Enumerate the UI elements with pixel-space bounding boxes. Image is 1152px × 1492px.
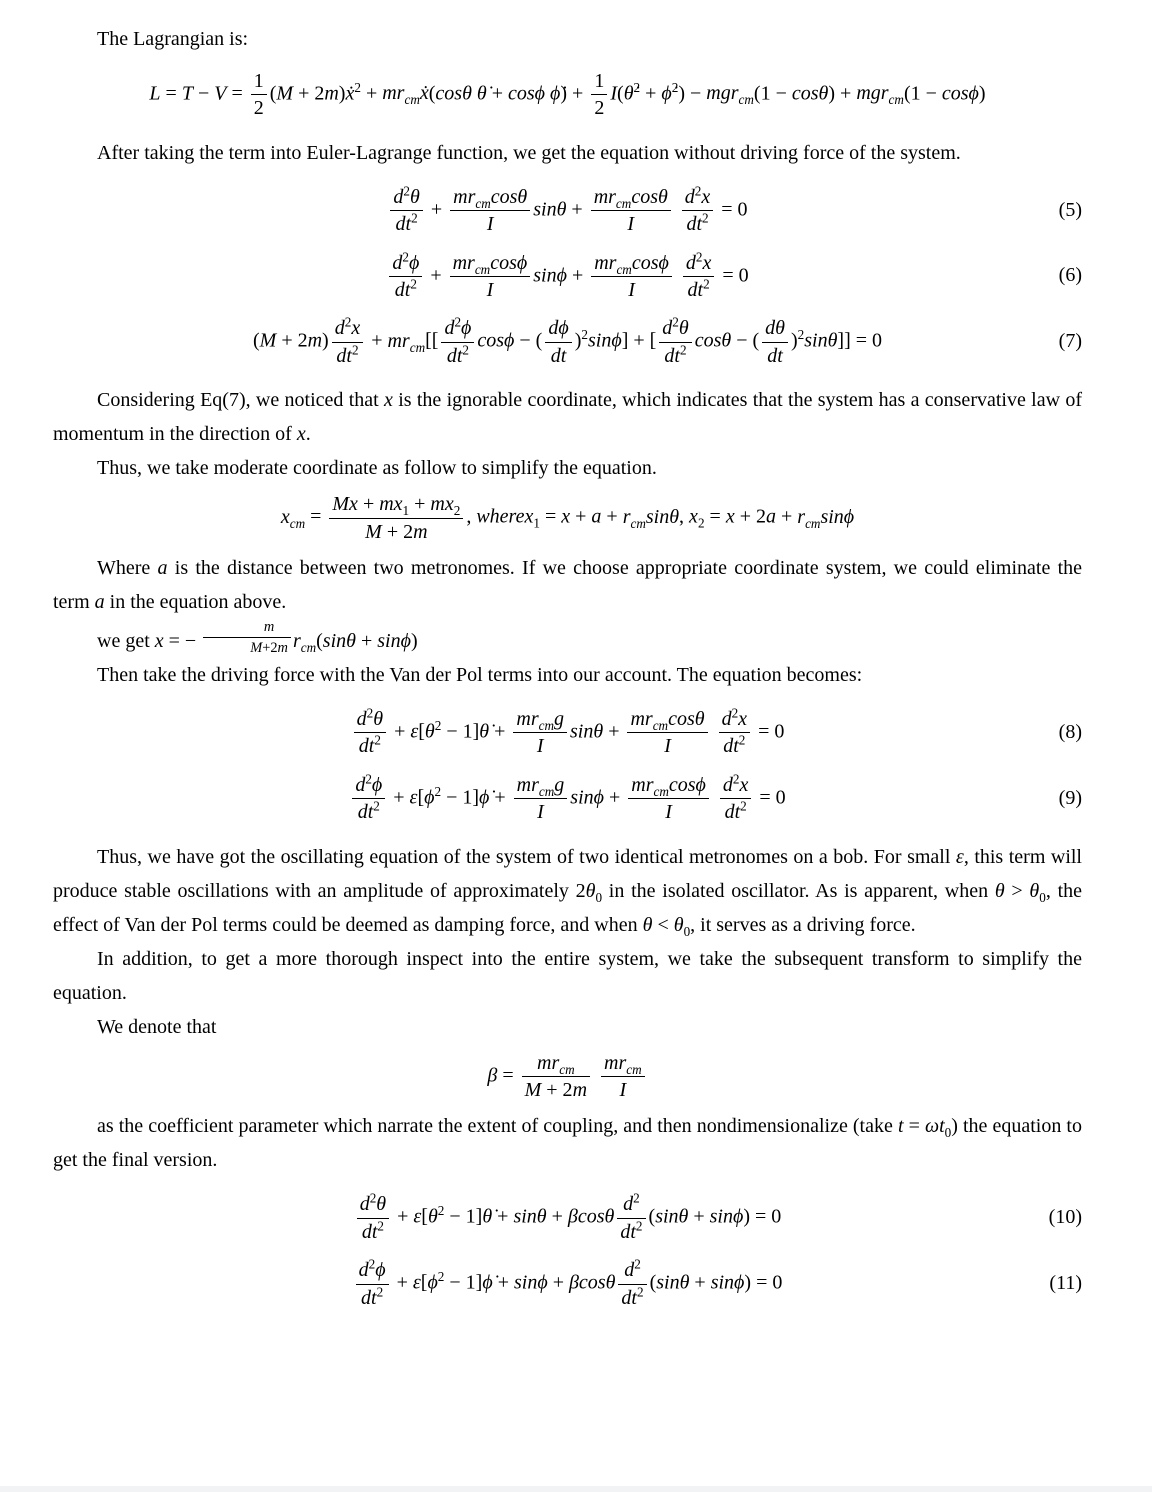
paragraph-we-get-x: we get x = − $\frac{m}{M+2m}$ $r_{cm}(\sin\theta + \sin\phi)$ [97, 618, 418, 657]
equation-9-number: (9) [1058, 786, 1082, 809]
equation-11-number: (11) [1049, 1272, 1082, 1295]
equation-10-number: (10) [1048, 1206, 1082, 1229]
equation-xcm-body: $x_{cm}$ = $\frac{Mx + mx_1 + mx_2}{M + 2m}$ , wherex$_1$ = $x + a + r_{cm}\sin\theta$, $x_2 = x + 2a + r_{cm}\sin\phi$ [280, 493, 855, 543]
equation-10-body: $\frac{d^2\theta}{dt^2}$ + $\varepsilon[\theta^2$ − 1]θ̇ + sinθ + βcosθ $\frac{d^2}{dt^2}$ (sinθ + sinϕ) = 0 [354, 1193, 782, 1243]
paragraph-lagrangian-intro: The Lagrangian is: [97, 28, 249, 50]
equation-9-body: $\frac{d^2\phi}{dt^2}$ + $\varepsilon[\phi^2$ − 1]ϕ̇ + $\frac{mr_{cm}g}{I}$ sinϕ + $\frac{mr_{cm}\cos\phi}{I}$ $\frac{d^2x}{dt^2}$ = 0 [349, 774, 785, 824]
equation-beta [53, 1052, 1082, 1102]
equation-lagrangian-body: L = T − V = $\frac{1}{2}$ (M + 2m)ẋ$^2$ + $mr_{cm}ẋ(\cos\theta$ θ̇ + cosϕ ϕ̇) + $\frac{1}{2}$ I(θ̇$^2$ + ϕ̇$^2$) − mgr$_{cm}$(1 − cosθ) + mgr$_{cm}$(1 − cosϕ) [149, 70, 986, 120]
equation-8-number: (8) [1058, 721, 1082, 744]
page-bottom-edge [0, 1486, 1152, 1492]
equation-lagrangian [53, 70, 1082, 120]
equation-6-body: $\frac{d^2\phi}{dt^2}$ + $\frac{mr_{cm}\cos\phi}{I}$ sinϕ + $\frac{mr_{cm}\cos\phi}{I}$ $\frac{d^2x}{dt^2}$ = 0 [386, 252, 748, 302]
equation-8-body: $\frac{d^2\theta}{dt^2}$ + $\varepsilon[\theta^2$ − 1]θ̇ + $\frac{mr_{cm}g}{I}$ sinθ + $\frac{mr_{cm}\cos\theta}{I}$ $\frac{d^2x}{dt^2}$ = 0 [351, 708, 785, 758]
paragraph-in-addition: In addition, to get a more thorough inspect into the entire system, we take the subsequent transform to simplify the equation. [53, 947, 1082, 1004]
equation-6-number: (6) [1058, 264, 1082, 287]
equation-5-body: $\frac{d^2\theta}{dt^2}$ + $\frac{mr_{cm}\cos\theta}{I}$ sinθ + $\frac{mr_{cm}\cos\theta}{I}$ $\frac{d^2x}{dt^2}$ = 0 [387, 186, 747, 236]
equation-11 [53, 1256, 1082, 1309]
equation-8 [53, 705, 1082, 758]
paragraph-after-euler: After taking the term into Euler-Lagrange function, we get the equation without driving force of the system. [97, 141, 961, 164]
paragraph-where-a: Where a is the distance between two metronomes. If we choose appropriate coordinate system, we could eliminate the term a in the equation above. [53, 556, 1083, 613]
paragraph-coefficient-parameter: as the coefficient parameter which narrate the extent of coupling, and then nondimensionalize (take $t = \omega t_0$) the equation to get the final version. [53, 1115, 1082, 1172]
paragraph-thus-oscillating: Thus, we have got the oscillating equation of the system of two identical metronomes on a bob. For small ε, this term will produce stable oscillations with an amplitude of approximately $2\theta_0$ in the isolated oscillator. As is apparent, when $\theta > \theta_0$, the effect of Van der Pol terms could be deemed as damping force, and when $\theta < \theta_0$, it serves as a driving force. [53, 845, 1082, 939]
equation-beta-body: β = $\frac{mr_{cm}}{M + 2m}$ $\frac{mr_{cm}}{I}$ [487, 1052, 647, 1102]
equation-7 [53, 314, 1082, 367]
equation-11-body: $\frac{d^2\phi}{dt^2}$ + $\varepsilon[\phi^2$ − 1]ϕ̇ + sinϕ + βcosθ $\frac{d^2}{dt^2}$ (sinθ + sinϕ) = 0 [353, 1259, 783, 1309]
equation-6 [53, 248, 1082, 302]
equation-5 [53, 183, 1082, 236]
equation-xcm [53, 493, 1082, 543]
equation-7-number: (7) [1058, 330, 1082, 353]
equation-5-number: (5) [1058, 198, 1082, 221]
paragraph-moderate-coordinate: Thus, we take moderate coordinate as follow to simplify the equation. [97, 457, 657, 480]
equation-9 [53, 771, 1082, 824]
equation-7-body: (M + 2m) $\frac{d^2x}{dt^2}$ + $mr_{cm}$[[ $\frac{d^2\phi}{dt^2}$ cosϕ − ( $\frac{d\phi}{dt}$ )$^2$sinϕ] + [ $\frac{d^2\theta}{dt^2}$ cosθ − ( $\frac{d\theta}{dt}$ )$^2$sinθ]] = 0 [252, 314, 883, 367]
paragraph-then-take-driving-force: Then take the driving force with the Van der Pol terms into our account. The equation becomes: [97, 664, 863, 686]
paragraph-considering-eq7: Considering Eq(7), we noticed that x is the ignorable coordinate, which indicates that the system has a conservative law of momentum in the direction of x. [53, 389, 1082, 446]
equation-10 [53, 1190, 1082, 1243]
paragraph-we-denote: We denote that [97, 1015, 217, 1038]
